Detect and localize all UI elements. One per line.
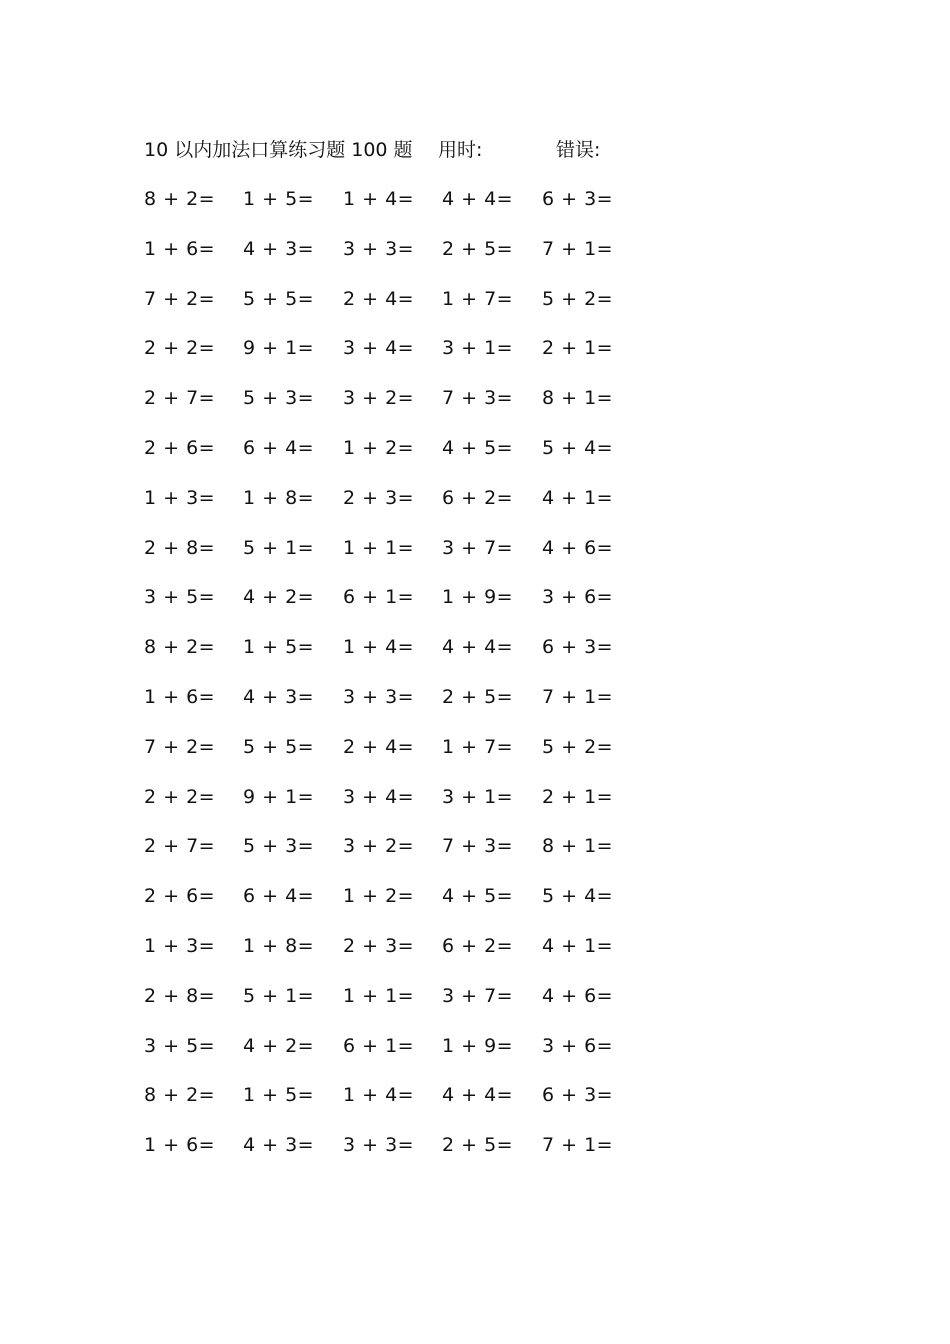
addition-problem: 1 + 4= bbox=[343, 1084, 415, 1107]
problem-row bbox=[144, 982, 664, 1032]
addition-problem: 5 + 3= bbox=[243, 835, 315, 858]
problem-row bbox=[144, 484, 664, 534]
addition-problem: 3 + 1= bbox=[442, 785, 514, 808]
addition-problem: 1 + 9= bbox=[442, 1034, 514, 1057]
addition-problem: 1 + 8= bbox=[243, 934, 315, 957]
addition-problem: 3 + 2= bbox=[343, 387, 415, 410]
addition-problem: 1 + 3= bbox=[144, 934, 216, 957]
addition-problem: 5 + 4= bbox=[542, 436, 614, 459]
addition-problem: 2 + 4= bbox=[343, 287, 415, 310]
problem-row bbox=[144, 1131, 664, 1181]
addition-problem: 8 + 2= bbox=[144, 188, 216, 210]
addition-problem: 3 + 3= bbox=[343, 237, 415, 260]
addition-problem: 2 + 7= bbox=[144, 387, 216, 410]
addition-problem: 1 + 6= bbox=[144, 237, 216, 260]
problem-row bbox=[144, 384, 664, 434]
addition-problem: 4 + 4= bbox=[442, 1084, 514, 1107]
problem-row bbox=[144, 334, 664, 384]
addition-problem: 4 + 1= bbox=[542, 934, 614, 957]
problem-row bbox=[144, 783, 664, 833]
addition-problem: 6 + 2= bbox=[442, 934, 514, 957]
addition-problem: 7 + 3= bbox=[442, 387, 514, 410]
addition-problem: 2 + 5= bbox=[442, 685, 514, 708]
addition-problem: 6 + 3= bbox=[542, 188, 614, 210]
addition-problem: 2 + 1= bbox=[542, 785, 614, 808]
addition-problem: 1 + 3= bbox=[144, 486, 216, 509]
addition-problem: 1 + 6= bbox=[144, 685, 216, 708]
addition-problem: 3 + 4= bbox=[343, 337, 415, 360]
addition-problem: 4 + 3= bbox=[243, 685, 315, 708]
addition-problem: 4 + 2= bbox=[243, 1034, 315, 1057]
addition-problem: 2 + 5= bbox=[442, 1134, 514, 1157]
problem-row bbox=[144, 932, 664, 982]
addition-problem: 4 + 3= bbox=[243, 1134, 315, 1157]
addition-problem: 1 + 4= bbox=[343, 188, 415, 210]
addition-problem: 2 + 1= bbox=[542, 337, 614, 360]
addition-problem: 3 + 3= bbox=[343, 685, 415, 708]
addition-problem: 3 + 2= bbox=[343, 835, 415, 858]
addition-problem: 3 + 5= bbox=[144, 1034, 216, 1057]
addition-problem: 4 + 6= bbox=[542, 984, 614, 1007]
addition-problem: 1 + 1= bbox=[343, 984, 415, 1007]
addition-problem: 3 + 5= bbox=[144, 586, 216, 609]
addition-problem: 7 + 1= bbox=[542, 685, 614, 708]
problem-row bbox=[144, 285, 664, 335]
problem-row bbox=[144, 1081, 664, 1131]
problem-row bbox=[144, 235, 664, 285]
addition-problem: 2 + 3= bbox=[343, 486, 415, 509]
addition-problem: 7 + 2= bbox=[144, 735, 216, 758]
addition-problem: 2 + 2= bbox=[144, 785, 216, 808]
addition-problem: 7 + 1= bbox=[542, 1134, 614, 1157]
addition-problem: 7 + 2= bbox=[144, 287, 216, 310]
addition-problem: 3 + 7= bbox=[442, 536, 514, 559]
addition-problem: 2 + 8= bbox=[144, 536, 216, 559]
addition-problem: 1 + 7= bbox=[442, 287, 514, 310]
addition-problem: 4 + 2= bbox=[243, 586, 315, 609]
addition-problem: 1 + 7= bbox=[442, 735, 514, 758]
addition-problem: 1 + 6= bbox=[144, 1134, 216, 1157]
addition-problem: 6 + 1= bbox=[343, 1034, 415, 1057]
addition-problem: 4 + 3= bbox=[243, 237, 315, 260]
addition-problem: 2 + 2= bbox=[144, 337, 216, 360]
addition-problem: 6 + 1= bbox=[343, 586, 415, 609]
addition-problem: 1 + 2= bbox=[343, 436, 415, 459]
addition-problem: 5 + 4= bbox=[542, 885, 614, 908]
addition-problem: 9 + 1= bbox=[243, 337, 315, 360]
problem-row bbox=[144, 683, 664, 733]
addition-problem: 1 + 5= bbox=[243, 636, 315, 659]
addition-problem: 8 + 1= bbox=[542, 387, 614, 410]
addition-problem: 8 + 1= bbox=[542, 835, 614, 858]
time-used-label: 用时: bbox=[438, 139, 483, 161]
problem-row bbox=[144, 434, 664, 484]
addition-problem: 3 + 1= bbox=[442, 337, 514, 360]
addition-problem: 9 + 1= bbox=[243, 785, 315, 808]
addition-problem: 3 + 6= bbox=[542, 586, 614, 609]
addition-problem: 8 + 2= bbox=[144, 636, 216, 659]
addition-problem: 4 + 4= bbox=[442, 188, 514, 210]
addition-problem: 5 + 2= bbox=[542, 287, 614, 310]
addition-problem: 4 + 5= bbox=[442, 436, 514, 459]
addition-problem: 6 + 3= bbox=[542, 1084, 614, 1107]
addition-problem: 2 + 8= bbox=[144, 984, 216, 1007]
addition-problem: 1 + 4= bbox=[343, 636, 415, 659]
addition-problem: 4 + 6= bbox=[542, 536, 614, 559]
problem-row bbox=[144, 1032, 664, 1082]
worksheet-title: 10 以内加法口算练习题 100 题 bbox=[144, 139, 413, 161]
addition-problem: 5 + 5= bbox=[243, 287, 315, 310]
addition-problem: 1 + 1= bbox=[343, 536, 415, 559]
addition-problem: 2 + 5= bbox=[442, 237, 514, 260]
addition-problem: 4 + 4= bbox=[442, 636, 514, 659]
addition-problem: 4 + 1= bbox=[542, 486, 614, 509]
addition-problem: 2 + 6= bbox=[144, 885, 216, 908]
addition-problem: 5 + 3= bbox=[243, 387, 315, 410]
problem-row bbox=[144, 534, 664, 584]
addition-problem: 5 + 1= bbox=[243, 536, 315, 559]
problem-row bbox=[144, 185, 664, 235]
addition-problem: 5 + 5= bbox=[243, 735, 315, 758]
addition-problem: 4 + 5= bbox=[442, 885, 514, 908]
addition-problem: 6 + 4= bbox=[243, 885, 315, 908]
addition-problem: 1 + 5= bbox=[243, 1084, 315, 1107]
addition-problem: 3 + 7= bbox=[442, 984, 514, 1007]
addition-problem: 5 + 2= bbox=[542, 735, 614, 758]
addition-problem: 1 + 2= bbox=[343, 885, 415, 908]
addition-problem: 3 + 6= bbox=[542, 1034, 614, 1057]
problem-row bbox=[144, 832, 664, 882]
problem-row bbox=[144, 733, 664, 783]
addition-problem: 6 + 4= bbox=[243, 436, 315, 459]
addition-problem: 6 + 3= bbox=[542, 636, 614, 659]
addition-problem: 7 + 1= bbox=[542, 237, 614, 260]
errors-label: 错误: bbox=[556, 139, 601, 161]
addition-problem: 2 + 6= bbox=[144, 436, 216, 459]
addition-problem: 1 + 9= bbox=[442, 586, 514, 609]
problem-grid bbox=[144, 185, 664, 1181]
addition-problem: 1 + 5= bbox=[243, 188, 315, 210]
addition-problem: 2 + 3= bbox=[343, 934, 415, 957]
worksheet-header bbox=[144, 136, 644, 164]
addition-problem: 6 + 2= bbox=[442, 486, 514, 509]
addition-problem: 8 + 2= bbox=[144, 1084, 216, 1107]
addition-problem: 7 + 3= bbox=[442, 835, 514, 858]
addition-problem: 5 + 1= bbox=[243, 984, 315, 1007]
addition-problem: 3 + 3= bbox=[343, 1134, 415, 1157]
problem-row bbox=[144, 633, 664, 683]
problem-row bbox=[144, 882, 664, 932]
problem-row bbox=[144, 583, 664, 633]
addition-problem: 2 + 7= bbox=[144, 835, 216, 858]
addition-problem: 1 + 8= bbox=[243, 486, 315, 509]
addition-problem: 3 + 4= bbox=[343, 785, 415, 808]
addition-problem: 2 + 4= bbox=[343, 735, 415, 758]
